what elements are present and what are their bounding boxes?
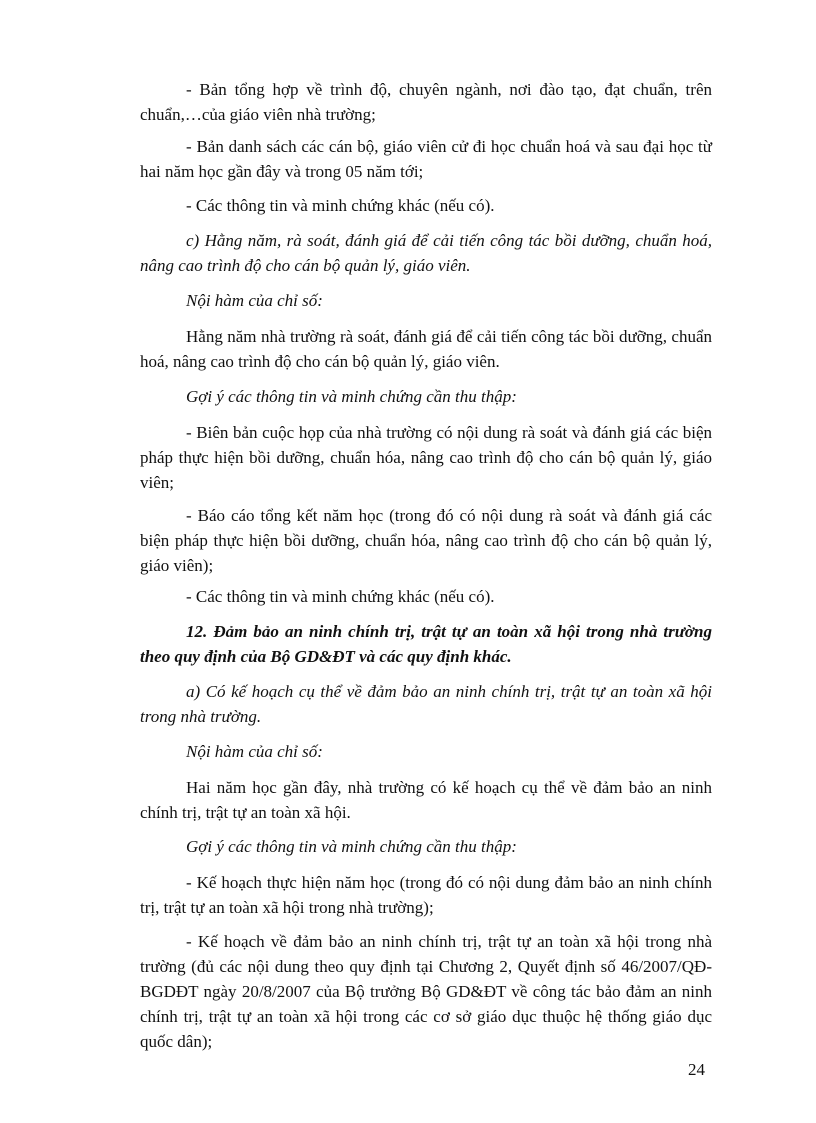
paragraph-other-evidence-1: - Các thông tin và minh chứng khác (nếu có). (186, 196, 495, 215)
paragraph-indicator-content-1: Hằng năm nhà trường rà soát, đánh giá để cải tiến công tác bồi dưỡng, chuẩn hoá, nâng cao trình độ cho cán bộ quản lý, giáo viên. (140, 327, 712, 371)
paragraph-evidence-hint-heading-1: Gợi ý các thông tin và minh chứng cần thu thập: (186, 387, 517, 406)
paragraph-evidence-hint-heading-2: Gợi ý các thông tin và minh chứng cần thu thập: (186, 837, 517, 856)
paragraph-annual-report: - Báo cáo tổng kết năm học (trong đó có nội dung rà soát và đánh giá các biện pháp thực hiện bồi dưỡng, chuẩn hóa, nâng cao trình độ cho cán bộ quản lý, giáo viên); (140, 506, 712, 575)
paragraph-other-evidence-2: - Các thông tin và minh chứng khác (nếu có). (186, 587, 495, 606)
paragraph-security-plan: - Kế hoạch về đảm bảo an ninh chính trị, trật tự an toàn xã hội trong nhà trường (đủ các nội dung theo quy định tại Chương 2, Quyết định số 46/2007/QĐ-BGDĐT ngày 20/8/2007 của Bộ trưởng Bộ GD&ĐT về công tác bảo đảm an ninh chính trị, trật tự an toàn xã hội trong các cơ sở giáo dục thuộc hệ thống giáo dục quốc dân); (140, 932, 712, 1051)
paragraph-indicator-content-heading-1: Nội hàm của chỉ số: (186, 291, 323, 310)
paragraph-indicator-content-2: Hai năm học gần đây, nhà trường có kế hoạch cụ thể về đảm bảo an ninh chính trị, trật tự an toàn xã hội. (140, 778, 712, 822)
paragraph-meeting-minutes: - Biên bản cuộc họp của nhà trường có nội dung rà soát và đánh giá các biện pháp thực hiện bồi dưỡng, chuẩn hóa, nâng cao trình độ cho cán bộ quản lý, giáo viên; (140, 423, 712, 492)
paragraph-staff-training-list: - Bản danh sách các cán bộ, giáo viên cử đi học chuẩn hoá và sau đại học từ hai năm học gần đây và trong 05 năm tới; (140, 137, 712, 181)
paragraph-criterion-a: a) Có kế hoạch cụ thể về đảm bảo an ninh chính trị, trật tự an toàn xã hội trong nhà trường. (140, 682, 712, 726)
section-heading-12: 12. Đảm bảo an ninh chính trị, trật tự an toàn xã hội trong nhà trường theo quy định của Bộ GD&ĐT và các quy định khác. (140, 622, 712, 666)
paragraph-school-year-plan: - Kế hoạch thực hiện năm học (trong đó có nội dung đảm bảo an ninh chính trị, trật tự an toàn xã hội trong nhà trường); (140, 873, 712, 917)
paragraph-indicator-content-heading-2: Nội hàm của chỉ số: (186, 742, 323, 761)
paragraph-criterion-c: c) Hằng năm, rà soát, đánh giá để cải tiến công tác bồi dưỡng, chuẩn hoá, nâng cao trình độ cho cán bộ quản lý, giáo viên. (140, 231, 712, 275)
page-number: 24 (688, 1060, 705, 1079)
paragraph-teacher-qualification-summary: - Bản tổng hợp về trình độ, chuyên ngành, nơi đào tạo, đạt chuẩn, trên chuẩn,…của giáo viên nhà trường; (140, 80, 712, 124)
